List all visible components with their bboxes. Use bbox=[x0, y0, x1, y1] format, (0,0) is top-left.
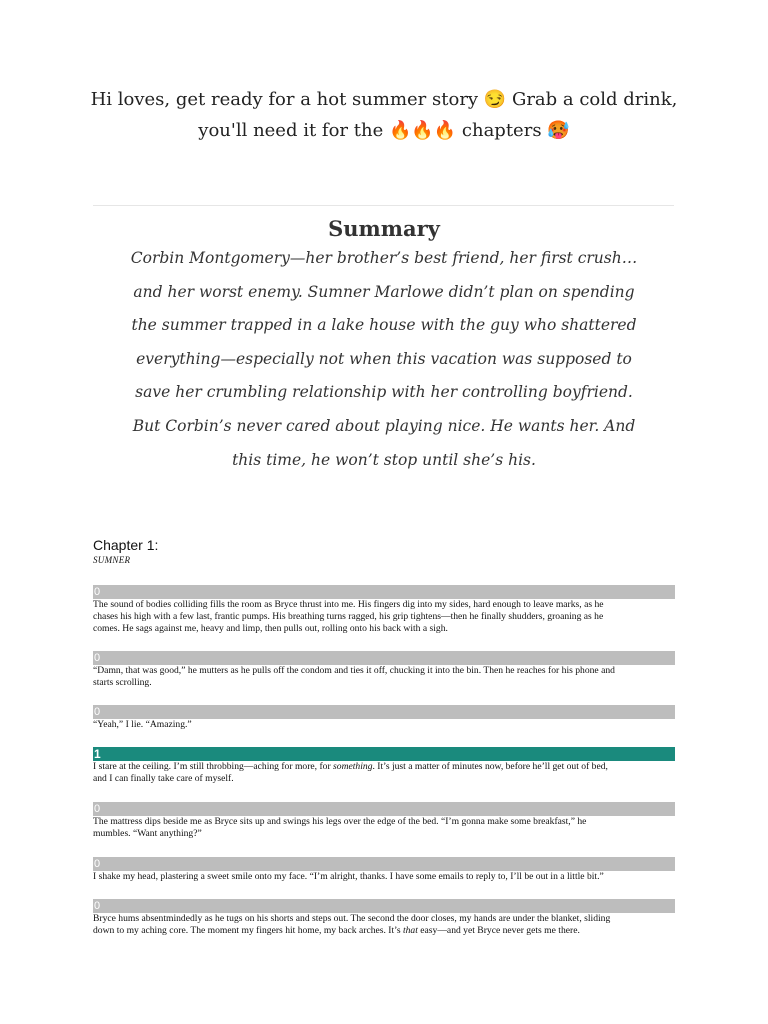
paragraph-text-run: easy—and yet Bryce never gets me there. bbox=[417, 925, 580, 936]
section-divider bbox=[93, 205, 674, 206]
paragraph-text bbox=[93, 665, 675, 689]
intro-line-1: Hi loves, get ready for a hot summer story 😏 Grab a cold drink, bbox=[90, 89, 678, 110]
paragraph-comment-bar[interactable]: 0 bbox=[93, 705, 675, 719]
paragraph-text-run: . It’s just a matter of minutes now, before he’ll get out of bed, bbox=[372, 761, 608, 772]
paragraph bbox=[93, 585, 675, 635]
paragraph bbox=[93, 651, 675, 689]
paragraph-line: I shake my head, plastering a sweet smile onto my face. “I’m alright, thanks. I have some emails to reply to, I’ll be out in a little bit.” bbox=[93, 871, 604, 882]
paragraph-comment-bar[interactable]: 0 bbox=[93, 585, 675, 599]
paragraph-text-run: I stare at the ceiling. I’m still throbbing—aching for more, for bbox=[93, 761, 334, 772]
paragraph-line: starts scrolling. bbox=[93, 677, 152, 688]
paragraph-comment-bar[interactable]: 0 bbox=[93, 857, 675, 871]
paragraph-line: Bryce hums absentmindedly as he tugs on his shorts and steps out. The second the door closes, my hands are under the blanket, sliding bbox=[93, 913, 611, 924]
summary-line: Corbin Montgomery—her brother’s best friend, her first crush… bbox=[130, 249, 638, 267]
summary-line: and her worst enemy. Sumner Marlowe didn’t plan on spending bbox=[133, 282, 635, 301]
chapter-title: Chapter 1: bbox=[93, 537, 159, 553]
intro-message bbox=[60, 84, 708, 146]
paragraph bbox=[93, 899, 675, 937]
paragraph-comment-bar-active[interactable]: 1 bbox=[93, 747, 675, 761]
summary-line: save her crumbling relationship with her controlling boyfriend. bbox=[135, 383, 633, 402]
chapter-pov-label: SUMNER bbox=[93, 555, 131, 565]
paragraph-line: and I can finally take care of myself. bbox=[93, 773, 234, 784]
paragraph-emphasis: that bbox=[402, 925, 418, 936]
summary-title: Summary bbox=[328, 216, 440, 241]
paragraph-text bbox=[93, 761, 675, 785]
paragraph-line bbox=[93, 925, 675, 937]
summary-line: But Corbin’s never cared about playing nice. He wants her. And bbox=[132, 416, 636, 435]
paragraph bbox=[93, 705, 675, 731]
paragraph-line: comes. He sags against me, heavy and limp, then pulls out, rolling onto his back with a sigh. bbox=[93, 623, 448, 634]
paragraph bbox=[93, 857, 675, 883]
paragraph bbox=[93, 747, 675, 785]
summary-line: this time, he won’t stop until she’s his. bbox=[232, 450, 536, 469]
paragraph-comment-bar[interactable]: 0 bbox=[93, 899, 675, 913]
paragraph-line: The mattress dips beside me as Bryce sits up and swings his legs over the edge of the bed. “I’m gonna make some breakfast,” he bbox=[93, 816, 587, 827]
paragraph-line: chases his high with a few last, frantic pumps. His breathing turns ragged, his grip tightens—then he finally shudders, groaning as he bbox=[93, 611, 604, 622]
paragraph-line: mumbles. “Want anything?” bbox=[93, 828, 202, 839]
intro-line-2: you'll need it for the 🔥🔥🔥 chapters 🥵 bbox=[198, 120, 570, 141]
paragraph-text bbox=[93, 719, 675, 731]
paragraph-text bbox=[93, 871, 675, 883]
paragraph-line bbox=[93, 761, 675, 773]
paragraph-line: “Yeah,” I lie. “Amazing.” bbox=[93, 719, 192, 730]
paragraph-line: The sound of bodies colliding fills the room as Bryce thrust into me. His fingers dig into my sides, hard enough to leave marks, as he bbox=[93, 599, 604, 610]
paragraph-line: “Damn, that was good,” he mutters as he pulls off the condom and ties it off, chucking it into the bin. Then he reaches for his phone and bbox=[93, 665, 615, 676]
paragraph-text-run: down to my aching core. The moment my fingers hit home, my back arches. It’s bbox=[93, 925, 403, 936]
paragraph-emphasis: something bbox=[333, 761, 373, 772]
paragraph bbox=[93, 802, 675, 840]
summary-line: the summer trapped in a lake house with the guy who shattered bbox=[131, 316, 637, 335]
summary-body bbox=[118, 242, 650, 477]
paragraph-text bbox=[93, 816, 675, 840]
summary-line: everything—especially not when this vacation was supposed to bbox=[136, 349, 632, 368]
paragraph-comment-bar[interactable]: 0 bbox=[93, 651, 675, 665]
paragraph-comment-bar[interactable]: 0 bbox=[93, 802, 675, 816]
paragraph-text bbox=[93, 913, 675, 937]
paragraph-text bbox=[93, 599, 675, 635]
